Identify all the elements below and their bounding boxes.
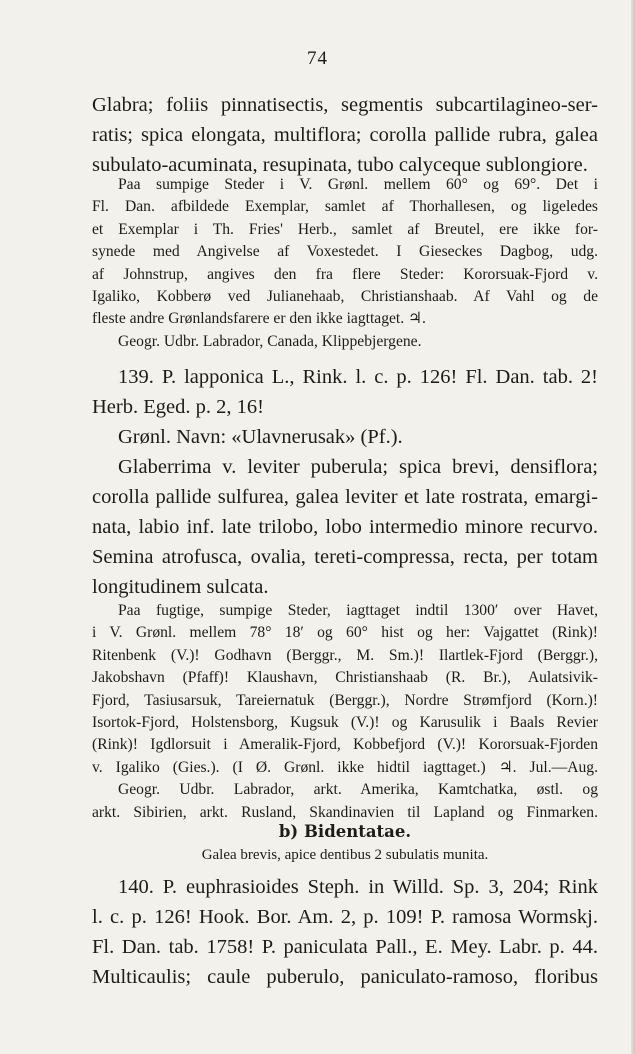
text-line: Glabra; foliis pinnatisectis, segmentis subcartilagineo-ser- bbox=[92, 94, 598, 116]
text-line: Semina atrofusca, ovalia, tereti-compressa, recta, per totam bbox=[92, 546, 598, 568]
text-line: Fl. Dan. tab. 1758! P. paniculata Pall., E. Mey. Labr. p. 44. bbox=[92, 936, 598, 958]
entry-139-danish-notes bbox=[92, 600, 598, 824]
entry-140 bbox=[92, 872, 598, 992]
text-line: i V. Grønl. mellem 78° 18′ og 60° hist og her: Vajgattet (Rink)! bbox=[92, 624, 598, 642]
section-title: b) Bidentatae. bbox=[278, 822, 412, 841]
text-line: (Rink)! Igdlorsuit i Ameralik-Fjord, Kobbefjord (V.)! Kororsuak-Fjorden bbox=[92, 736, 598, 754]
text-line: synede med Angivelse af Voxestedet. I Gieseckes Dagbog, udg. bbox=[92, 243, 598, 261]
text-line: af Johnstrup, angives den fra flere Steder: Kororsuak-Fjord v. bbox=[92, 265, 598, 283]
text-line: nata, labio inf. late trilobo, lobo intermedio minore recurvo. bbox=[92, 516, 598, 538]
native-name: Grønl. Navn: «Ulavnerusak» (Pf.). bbox=[118, 426, 403, 448]
text-line: Igaliko, Kobberø ved Julianehaab, Christianshaab. Af Vahl og de bbox=[92, 287, 598, 305]
geographic-distribution: Geogr. Udbr. Labrador, Canada, Klippebjergene. bbox=[118, 332, 422, 350]
block1-danish-notes bbox=[92, 174, 598, 353]
geographic-distribution: Geogr. Udbr. Labrador, arkt. Amerika, Kamtchatka, østl. og bbox=[118, 781, 598, 799]
text-line: Ritenbenk (V.)! Godhavn (Berggr., M. Sm.)! Ilartlek-Fjord (Berggr.), bbox=[92, 646, 598, 664]
section-heading bbox=[92, 820, 598, 866]
entry-139 bbox=[92, 362, 598, 602]
text-line: et Exemplar i Th. Fries' Herb., samlet af Breutel, ere ikke for- bbox=[92, 220, 598, 238]
text-line: Paa sumpige Steder i V. Grønl. mellem 60° og 69°. Det i bbox=[118, 176, 598, 193]
text-line: Paa fugtige, sumpige Steder, iagttaget indtil 1300′ over Havet, bbox=[118, 602, 598, 619]
text-line: subulato-acuminata, resupinata, tubo calyceque sublongiore. bbox=[92, 154, 588, 176]
text-line: Glaberrima v. leviter puberula; spica brevi, densiflora; bbox=[118, 456, 598, 478]
entry-header: 139. P. lapponica L., Rink. l. c. p. 126! Fl. Dan. tab. 2! bbox=[118, 366, 598, 388]
text-line: Fjord, Tasiusarsuk, Tareiernatuk (Berggr.), Nordre Strømfjord (Korn.)! bbox=[92, 691, 598, 709]
text-line: Jakobshavn (Pfaff)! Klaushavn, Christianshaab (R. Br.), Aulatsivik- bbox=[92, 669, 598, 687]
page-number: 74 bbox=[307, 48, 328, 69]
text-line: fleste andre Grønlandsfarere er den ikke iagttaget. ♃. bbox=[92, 310, 426, 328]
entry-header: 140. P. euphrasioides Steph. in Willd. Sp. 3, 204; Rink bbox=[118, 876, 598, 898]
text-line: longitudinem sulcata. bbox=[92, 576, 269, 598]
text-line: v. Igaliko (Gies.). (I Ø. Grønl. ikke hidtil iagttaget.) ♃. Jul.—Aug. bbox=[92, 758, 598, 776]
page-edge bbox=[631, 0, 635, 1054]
text-line: Isortok-Fjord, Holstensborg, Kugsuk (V.)! og Karusulik i Baals Revier bbox=[92, 713, 598, 731]
text-line: corolla pallide sulfurea, galea leviter et late rostrata, emargi- bbox=[92, 486, 598, 508]
entry-header: Herb. Eged. p. 2, 16! bbox=[92, 396, 264, 418]
text-line: ratis; spica elongata, multiflora; corolla pallide rubra, galea bbox=[92, 124, 598, 146]
text-line: Multicaulis; caule puberulo, paniculato-ramoso, floribus bbox=[92, 966, 598, 988]
block1-latin-description bbox=[92, 90, 598, 180]
section-subtitle: Galea brevis, apice dentibus 2 subulatis munita. bbox=[201, 847, 489, 863]
text-line: l. c. p. 126! Hook. Bor. Am. 2, p. 109! P. ramosa Wormskj. bbox=[92, 906, 598, 928]
text-line: arkt. Sibirien, arkt. Rusland, Skandinavien til Lapland og Finmarken. bbox=[92, 803, 598, 821]
text-line: Fl. Dan. afbildede Exemplar, samlet af Thorhallesen, og ligeledes bbox=[92, 198, 598, 216]
